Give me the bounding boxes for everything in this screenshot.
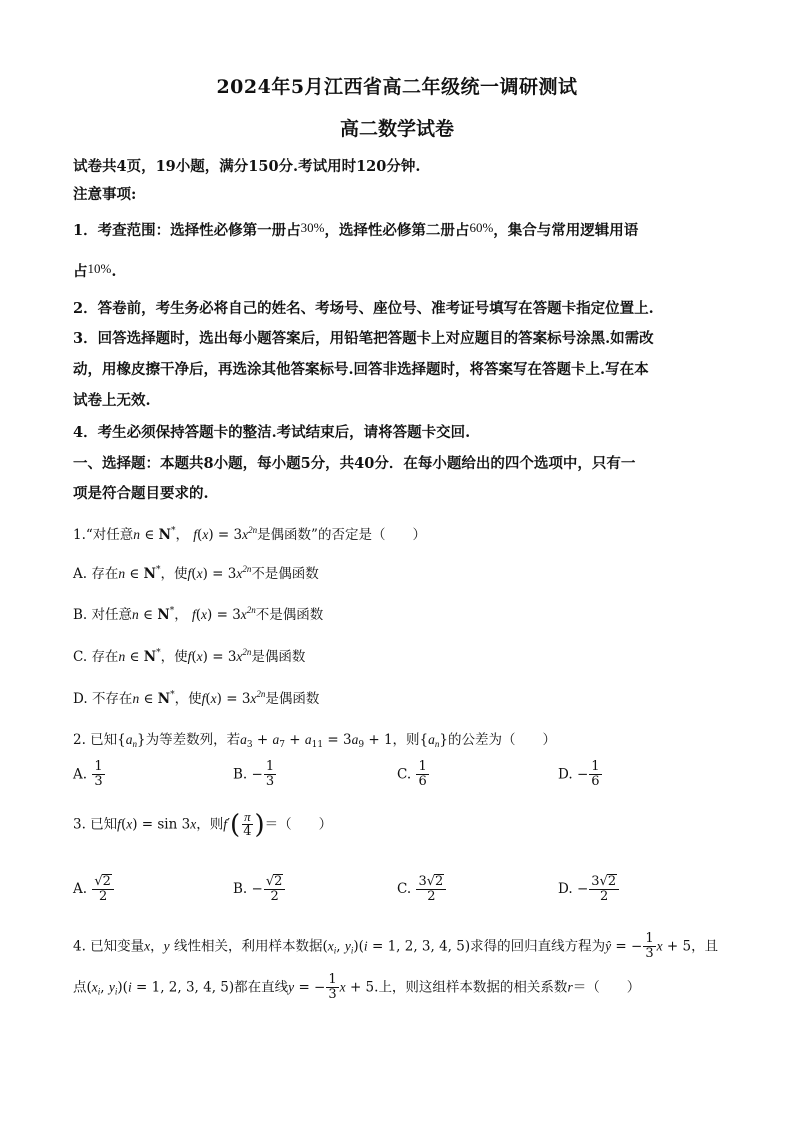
question-3-option-a[interactable]: A. $\frac{√2}{2}$	[73, 874, 115, 905]
notice-item-1-line-2: 占10%.	[73, 261, 117, 280]
question-3-option-b[interactable]: B. − $\frac{√2}{2}$	[233, 874, 286, 905]
question-4-stem-line-2: 点($x_i$, $y_i)(i = 1$, 2, 3, 4, 5)都在直线y = − $\frac{1}{3}$ x + 5.上，则这组样本数据的相关系数r＝（ ）	[73, 972, 641, 1003]
question-1-option-c[interactable]: C. 存在n ∈ N*，使$f(x) = 3x^{2n}$是偶函数	[73, 647, 306, 665]
question-4-stem-line-1: 4. 已知变量x，y 线性相关，利用样本数据($x_i$, $y_i)(i = 1$, 2, 3, 4, 5)求得的回归直线方程为ŷ = − $\frac{1}{3}$ x + 5，且	[73, 931, 719, 962]
question-3-option-d[interactable]: D. − $\frac{3√2}{2}$	[558, 874, 620, 905]
notice-item-3-line-1: 3．回答选择题时，选出每小题答案后，用铅笔把答题卡上对应题目的答案标号涂黑.如需改	[73, 330, 654, 347]
exam-subtitle: 高二数学试卷	[339, 118, 454, 140]
question-2-option-a[interactable]: A. $\frac{1}{3}$	[73, 759, 103, 790]
notice-item-4: 4．考生必须保持答题卡的整洁.考试结束后，请将答题卡交回.	[73, 424, 471, 441]
section-1-heading-line-1: 一、选择题：本题共8小题，每小题5分，共40分．在每小题给出的四个选项中，只有一	[73, 455, 636, 472]
question-1-option-a[interactable]: A. 存在n ∈ N*，使$f(x) = 3x^{2n}$不是偶函数	[73, 564, 319, 582]
notice-item-1-line-1: 1．考查范围：选择性必修第一册占30%，选择性必修第二册占60%，集合与常用逻辑用语	[73, 220, 639, 239]
question-2-option-d[interactable]: D. − $\frac{1}{6}$	[558, 759, 600, 790]
question-2-stem: 2. 已知$\{a_n\}$为等差数列，若$a_3 + a_7 + a_{11} = 3a_9 + 1$，则$\{a_n\}$的公差为（ ）	[73, 732, 556, 750]
question-2-option-b[interactable]: B. − $\frac{1}{3}$	[233, 759, 275, 790]
notice-item-2: 2．答卷前，考生务必将自己的姓名、考场号、座位号、准考证号填写在答题卡指定位置上.	[73, 300, 654, 317]
question-3-option-c[interactable]: C. $\frac{3√2}{2}$	[397, 874, 447, 905]
question-1-stem: 1.“对任意n ∈ N*， $f(x) = 3x^{2n}$是偶函数”的否定是（ ）	[73, 525, 426, 543]
notice-heading: 注意事项:	[73, 186, 137, 203]
question-1-option-b[interactable]: B. 对任意n ∈ N*， $f(x) = 3x^{2n}$不是偶函数	[73, 605, 324, 623]
exam-intro: 试卷共4页，19小题，满分150分.考试用时120分钟.	[73, 158, 421, 175]
question-2-option-c[interactable]: C. $\frac{1}{6}$	[397, 759, 427, 790]
notice-item-3-line-3: 试卷上无效.	[73, 392, 151, 409]
question-3-stem: 3. 已知f(x) = sin 3x，则f′( $\frac{\pi}{4}$ )＝（ ）	[73, 809, 333, 840]
question-1-option-d[interactable]: D. 不存在n ∈ N*，使$f(x) = 3x^{2n}$是偶函数	[73, 689, 320, 707]
notice-item-3-line-2: 动，用橡皮擦干净后，再选涂其他答案标号.回答非选择题时，将答案写在答题卡上.写在本	[73, 361, 649, 378]
section-1-heading-line-2: 项是符合题目要求的.	[73, 485, 209, 502]
exam-title: 2024年5月江西省高二年级统一调研测试	[216, 76, 578, 98]
